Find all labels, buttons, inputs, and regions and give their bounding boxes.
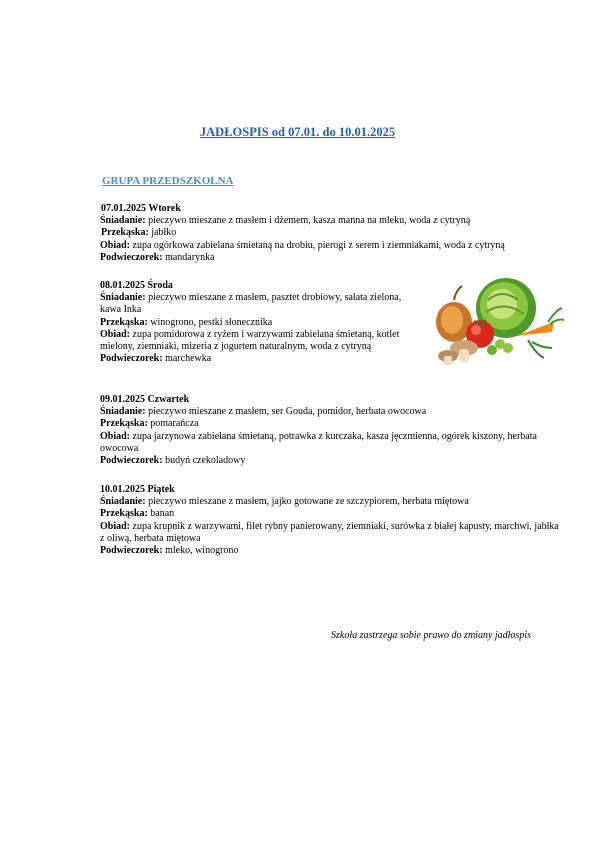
lunch-label: Obiad: bbox=[100, 430, 131, 442]
day-date: 08.01.2025 Środa bbox=[100, 280, 173, 291]
breakfast-row bbox=[100, 292, 410, 316]
snack-label: Przekąska: bbox=[100, 508, 148, 520]
page-title: JADŁOSPIS od 07.01. do 10.01.2025 bbox=[199, 125, 396, 139]
breakfast-row bbox=[100, 215, 560, 227]
lunch-label: Obiad: bbox=[100, 520, 131, 532]
afternoon-text: mleko, winogrono bbox=[165, 545, 239, 557]
afternoon-label: Podwieczorek: bbox=[100, 455, 163, 467]
breakfast-label: Śniadanie: bbox=[100, 406, 146, 418]
breakfast-text: pieczywo mieszane z masłem, jajko gotowane ze szczypiorem, herbata miętowa bbox=[148, 496, 469, 508]
snack-label: Przekąska: bbox=[101, 227, 149, 239]
afternoon-row bbox=[100, 455, 560, 467]
breakfast-row bbox=[100, 406, 560, 418]
breakfast-row bbox=[100, 496, 560, 508]
lunch-row bbox=[100, 240, 560, 252]
vegetables-illustration-icon bbox=[428, 270, 564, 366]
lunch-row bbox=[100, 329, 410, 353]
snack-row bbox=[100, 418, 560, 430]
day-block-tuesday bbox=[100, 203, 560, 264]
lunch-text: zupa jarzynowa zabielana śmietaną, potrawka z kurczaka, kasza jęczmienna, ogórek kiszony, herbata owocowa bbox=[100, 430, 537, 454]
snack-text: winogrono, pestki słonecznika bbox=[150, 316, 273, 328]
afternoon-label: Podwieczorek: bbox=[100, 353, 163, 365]
lunch-label: Obiad: bbox=[100, 239, 131, 251]
day-block-wednesday bbox=[100, 280, 410, 365]
afternoon-label: Podwieczorek: bbox=[100, 545, 163, 557]
afternoon-text: marchewka bbox=[165, 353, 212, 365]
snack-text: banan bbox=[150, 508, 175, 520]
lunch-text: zupa pomidorowa z ryżem i warzywami zabielana śmietaną, kotlet mielony, ziemniaki, mizeria z jogurtem naturalnym, woda z cytryną bbox=[100, 328, 400, 353]
day-date: 09.01.2025 Czwartek bbox=[100, 394, 190, 405]
snack-text: jabłko bbox=[151, 227, 177, 239]
day-block-thursday bbox=[100, 394, 560, 467]
afternoon-text: mandarynka bbox=[165, 251, 215, 263]
snack-label: Przekąska: bbox=[100, 418, 148, 430]
disclaimer-note: Szkoła zastrzega sobie prawo do zmiany jadłospis bbox=[330, 630, 531, 641]
afternoon-text: budyń czekoladowy bbox=[165, 455, 246, 467]
snack-row bbox=[100, 317, 410, 329]
group-heading: GRUPA PRZEDSZKOLNA bbox=[102, 175, 234, 187]
lunch-label: Obiad: bbox=[100, 328, 131, 340]
snack-label: Przekąska: bbox=[100, 316, 148, 328]
afternoon-label: Podwieczorek: bbox=[100, 251, 163, 263]
snack-row bbox=[100, 508, 560, 520]
day-block-friday bbox=[100, 484, 560, 557]
lunch-row bbox=[100, 521, 560, 545]
afternoon-row bbox=[100, 353, 410, 365]
lunch-row bbox=[100, 431, 560, 455]
breakfast-text: pieczywo mieszane z masłem i dżemem, kasza manna na mleku, woda z cytryną bbox=[148, 215, 471, 227]
lunch-text: zupa ogórkowa zabielana śmietaną na drobiu, pierogi z serem i ziemniakami, woda z cytryną bbox=[132, 239, 505, 251]
lunch-text: zupa krupnik z warzywami, filet rybny panierowany, ziemniaki, surówka z białej kapusty, marchwi, jabłka z oliwą, herbata miętowa bbox=[100, 520, 559, 544]
afternoon-row bbox=[100, 252, 560, 264]
breakfast-label: Śniadanie: bbox=[100, 496, 146, 508]
snack-text: pomarańcza bbox=[150, 418, 199, 430]
breakfast-text: pieczywo mieszane z masłem, ser Gouda, pomidor, herbata owocowa bbox=[148, 406, 427, 418]
afternoon-row bbox=[100, 545, 560, 557]
breakfast-label: Śniadanie: bbox=[100, 292, 146, 304]
day-date: 10.01.2025 Piątek bbox=[100, 484, 175, 495]
breakfast-label: Śniadanie: bbox=[100, 215, 146, 227]
day-date: 07.01.2025 Wtorek bbox=[101, 203, 181, 214]
breakfast-text: pieczywo mieszane z masłem, pasztet drobiowy, sałata zielona, kawa Inka bbox=[100, 292, 402, 316]
snack-row bbox=[100, 227, 560, 239]
